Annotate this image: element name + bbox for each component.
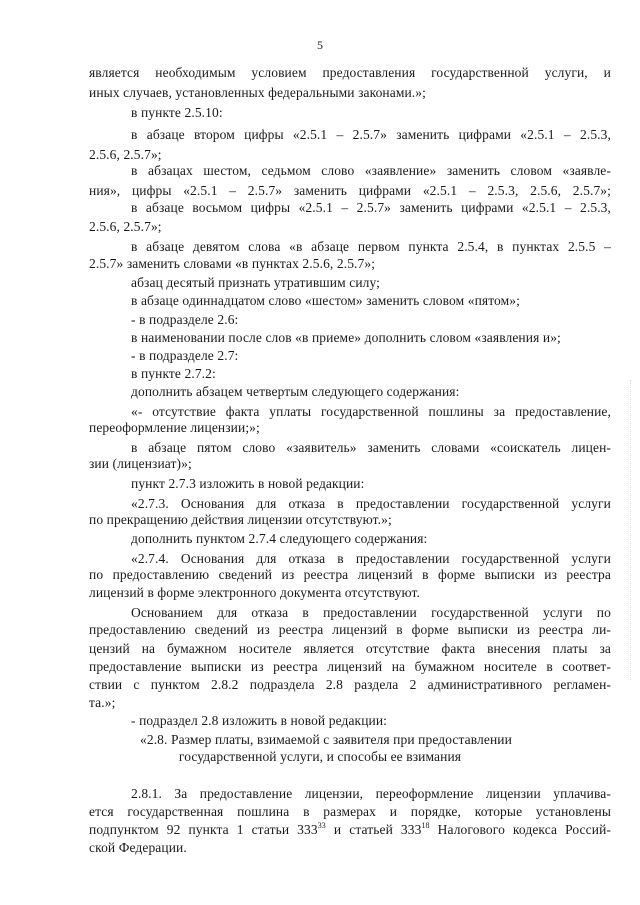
text-line: «2.7.3. Основания для отказа в предоставлении государственной услуги bbox=[131, 496, 611, 511]
text-line: в абзаце пятом слово «заявитель» заменить словами «соискатель лицен- bbox=[131, 440, 611, 455]
text-line: в абзаце втором цифры «2.5.1 – 2.5.7» заменить цифрами «2.5.1 – 2.5.3, bbox=[131, 127, 611, 142]
text-line: иных случаев, установленных федеральными законами.»; bbox=[89, 85, 426, 100]
text-fragment: и статьей 333 bbox=[325, 822, 422, 837]
scan-edge-artifact bbox=[630, 380, 637, 680]
superscript: 18 bbox=[421, 821, 430, 830]
text-line: ется государственная пошлина в размерах и порядке, которые установлены bbox=[89, 804, 611, 819]
text-line: является необходимым условием предоставления государственной услуги, и bbox=[89, 65, 611, 80]
text-line: та.»; bbox=[89, 695, 116, 710]
text-line: цензий на бумажном носителе является отсутствие факта внесения платы за bbox=[89, 641, 611, 656]
text-line: «2.7.4. Основания для отказа в предоставлении государственной услуги bbox=[131, 551, 611, 566]
text-line: Основанием для отказа в предоставлении государственной услуги по bbox=[131, 605, 611, 620]
text-line: в пункте 2.7.2: bbox=[131, 366, 216, 381]
text-line: 2.5.7» заменить словами «в пунктах 2.5.6, 2.5.7»; bbox=[89, 256, 376, 271]
text-line: предоставлению сведений из реестра лицензий в форме выписки из реестра ли- bbox=[89, 622, 611, 637]
text-line: ской Федерации. bbox=[89, 840, 187, 855]
text-line: дополнить пунктом 2.7.4 следующего содержания: bbox=[131, 531, 428, 546]
text-line: по предоставлению сведений из реестра лицензий в форме выписки из реестра bbox=[89, 567, 611, 582]
text-line: - в подразделе 2.6: bbox=[131, 312, 239, 327]
text-fragment: подпунктом 92 пункта 1 статьи 333 bbox=[89, 822, 318, 837]
text-line: «- отсутствие факта уплаты государственной пошлины за предоставление, bbox=[131, 404, 611, 419]
text-line: в пункте 2.5.10: bbox=[131, 105, 223, 120]
text-line: переоформление лицензии;»; bbox=[89, 420, 260, 435]
text-line: в абзаце одиннадцатом слово «шестом» заменить словом «пятом»; bbox=[131, 293, 520, 308]
text-line: 2.5.6, 2.5.7»; bbox=[89, 219, 162, 234]
text-line: дополнить абзацем четвертым следующего содержания: bbox=[131, 384, 460, 399]
text-line: в абзаце девятом слова «в абзаце первом пункта 2.5.4, в пунктах 2.5.5 – bbox=[131, 239, 611, 254]
text-line: по прекращению действия лицензии отсутствуют.»; bbox=[89, 512, 392, 527]
text-line: - подраздел 2.8 изложить в новой редакции: bbox=[131, 713, 388, 728]
text-line: в наименовании после слов «в приеме» дополнить словом «заявления и»; bbox=[131, 330, 561, 345]
text-line: ния», цифры «2.5.1 – 2.5.7» заменить цифрами «2.5.1 – 2.5.3, 2.5.6, 2.5.7»; bbox=[89, 183, 611, 198]
text-line: 2.5.6, 2.5.7»; bbox=[89, 147, 162, 162]
text-line: лицензий в форме электронного документа отсутствуют. bbox=[89, 585, 420, 600]
text-line: - в подразделе 2.7: bbox=[131, 348, 239, 363]
page-number: 5 bbox=[316, 38, 324, 52]
text-line-with-superscripts bbox=[89, 821, 611, 838]
text-line: предоставление выписки из реестра лицензий на бумажном носителе в соответ- bbox=[89, 659, 611, 674]
section-heading-line: «2.8. Размер платы, взимаемой с заявителя при предоставлении bbox=[140, 732, 512, 747]
text-line: абзац десятый признать утратившим силу; bbox=[131, 275, 381, 290]
text-line: ствии с пунктом 2.8.2 подраздела 2.8 раздела 2 административного регламен- bbox=[89, 677, 611, 692]
text-line: зии (лицензиат)»; bbox=[89, 456, 192, 471]
section-heading-line: государственной услуги, и способы ее взимания bbox=[178, 749, 462, 764]
text-line: в абзацах шестом, седьмом слово «заявление» заменить словом «заявле- bbox=[131, 163, 611, 178]
superscript: 33 bbox=[317, 821, 326, 830]
text-line: пункт 2.7.3 изложить в новой редакции: bbox=[131, 476, 365, 491]
text-line: в абзаце восьмом цифры «2.5.1 – 2.5.7» заменить цифрами «2.5.1 – 2.5.3, bbox=[131, 200, 611, 215]
text-fragment: Налогового кодекса Россий- bbox=[429, 822, 611, 837]
text-line: 2.8.1. За предоставление лицензии, переоформление лицензии уплачива- bbox=[131, 786, 611, 801]
